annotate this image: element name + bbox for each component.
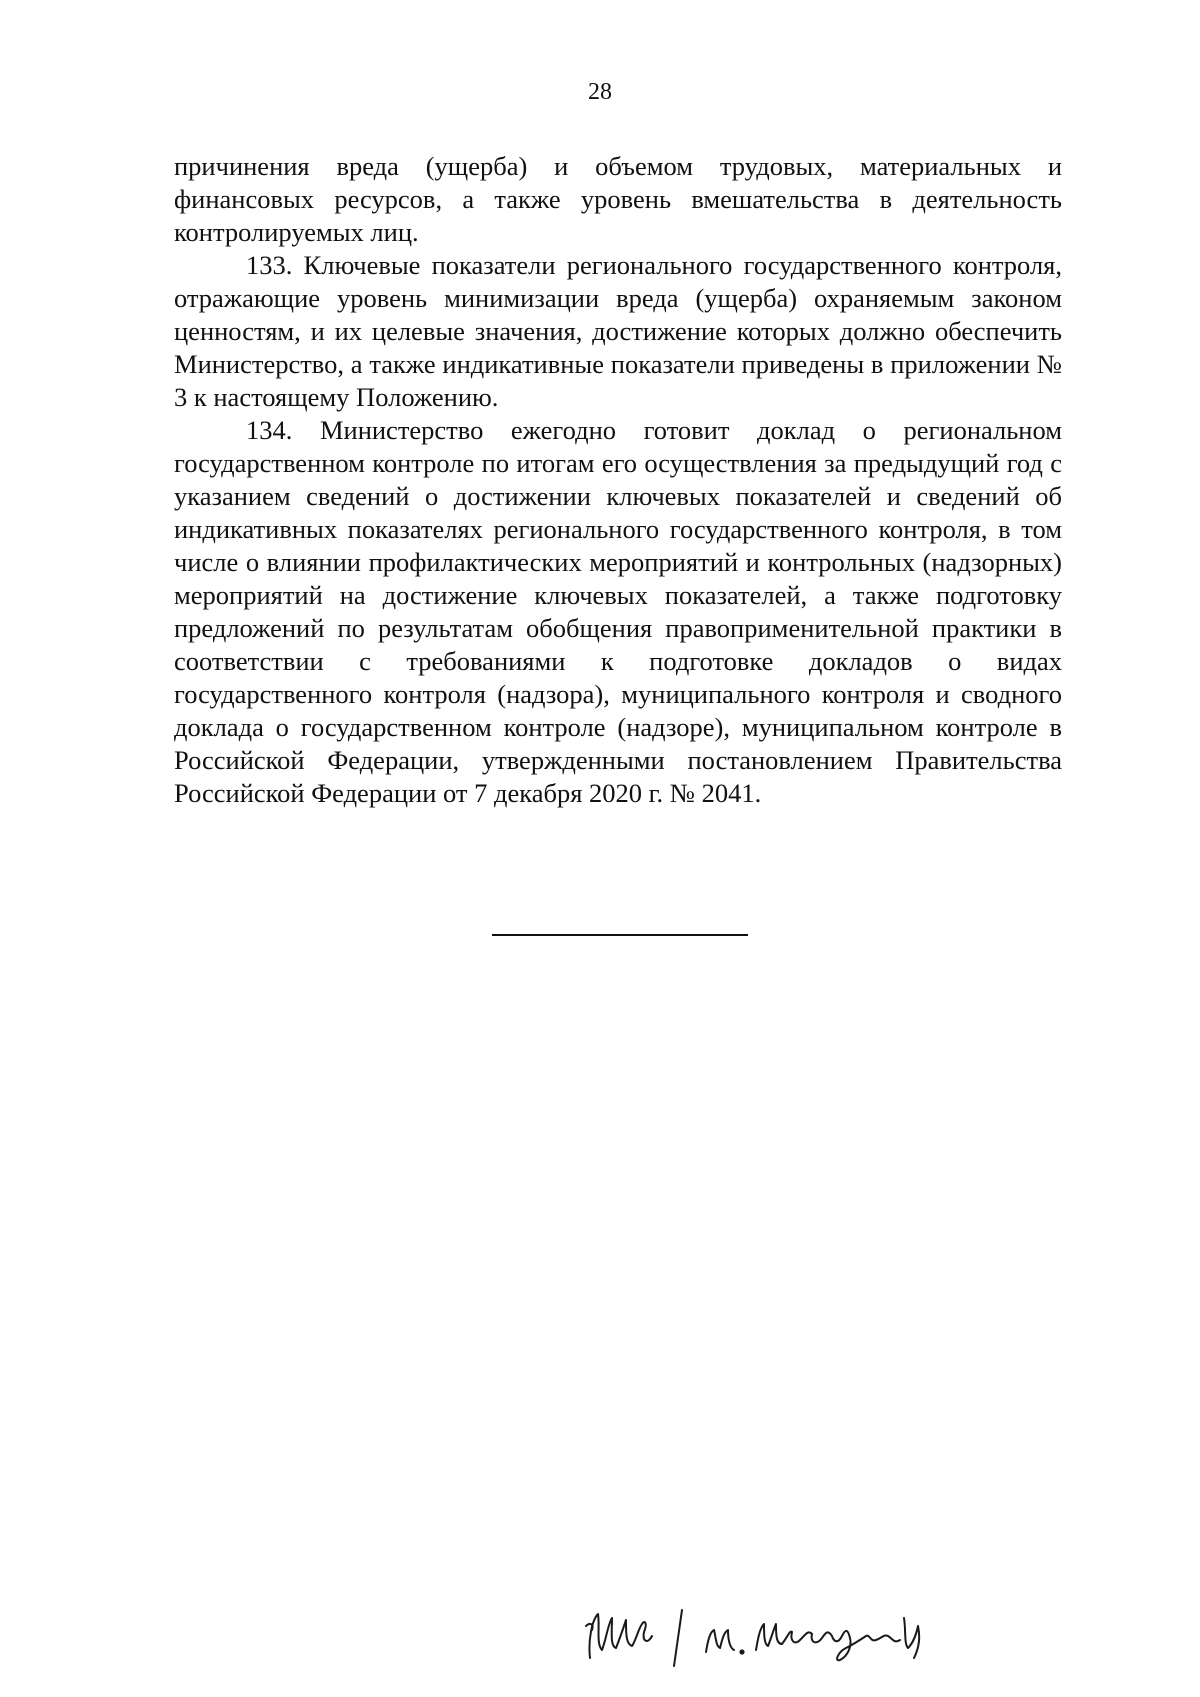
handwritten-signature xyxy=(578,1600,958,1670)
page-number: 28 xyxy=(588,79,612,105)
paragraph-continuation: причинения вреда (ущерба) и объемом трудовых, материальных и финансовых ресурсов, а также уровень вмешательства в деятельность контролируемых лиц. xyxy=(174,151,1062,247)
document-body xyxy=(174,150,1062,810)
end-of-document-rule xyxy=(492,934,748,936)
paragraph-134: 134. Министерство ежегодно готовит доклад о региональном государственном контроле по итогам его осуществления за предыдущий год с указанием сведений о достижении ключевых показателей и сведений об индикативных показателях регионального государственного контроля, в том числе о влиянии профилактических мероприятий и контрольных (надзорных) мероприятий на достижение ключевых показателей, а также подготовку предложений по результатам обобщения правоприменительной практики в соответствии с требованиями к подготовке докладов о видах государственного контроля (надзора), муниципального контроля и сводного доклада о государственном контроле (надзоре), муниципальном контроле в Российской Федерации, утвержденными постановлением Правительства Российской Федерации от 7 декабря 2020 г. № 2041. xyxy=(174,415,1062,808)
paragraph-133: 133. Ключевые показатели регионального государственного контроля, отражающие уровень минимизации вреда (ущерба) охраняемым законом ценностям, и их целевые значения, достижение которых должно обеспечить Министерство, а также индикативные показатели приведены в приложении № 3 к настоящему Положению. xyxy=(174,250,1062,412)
